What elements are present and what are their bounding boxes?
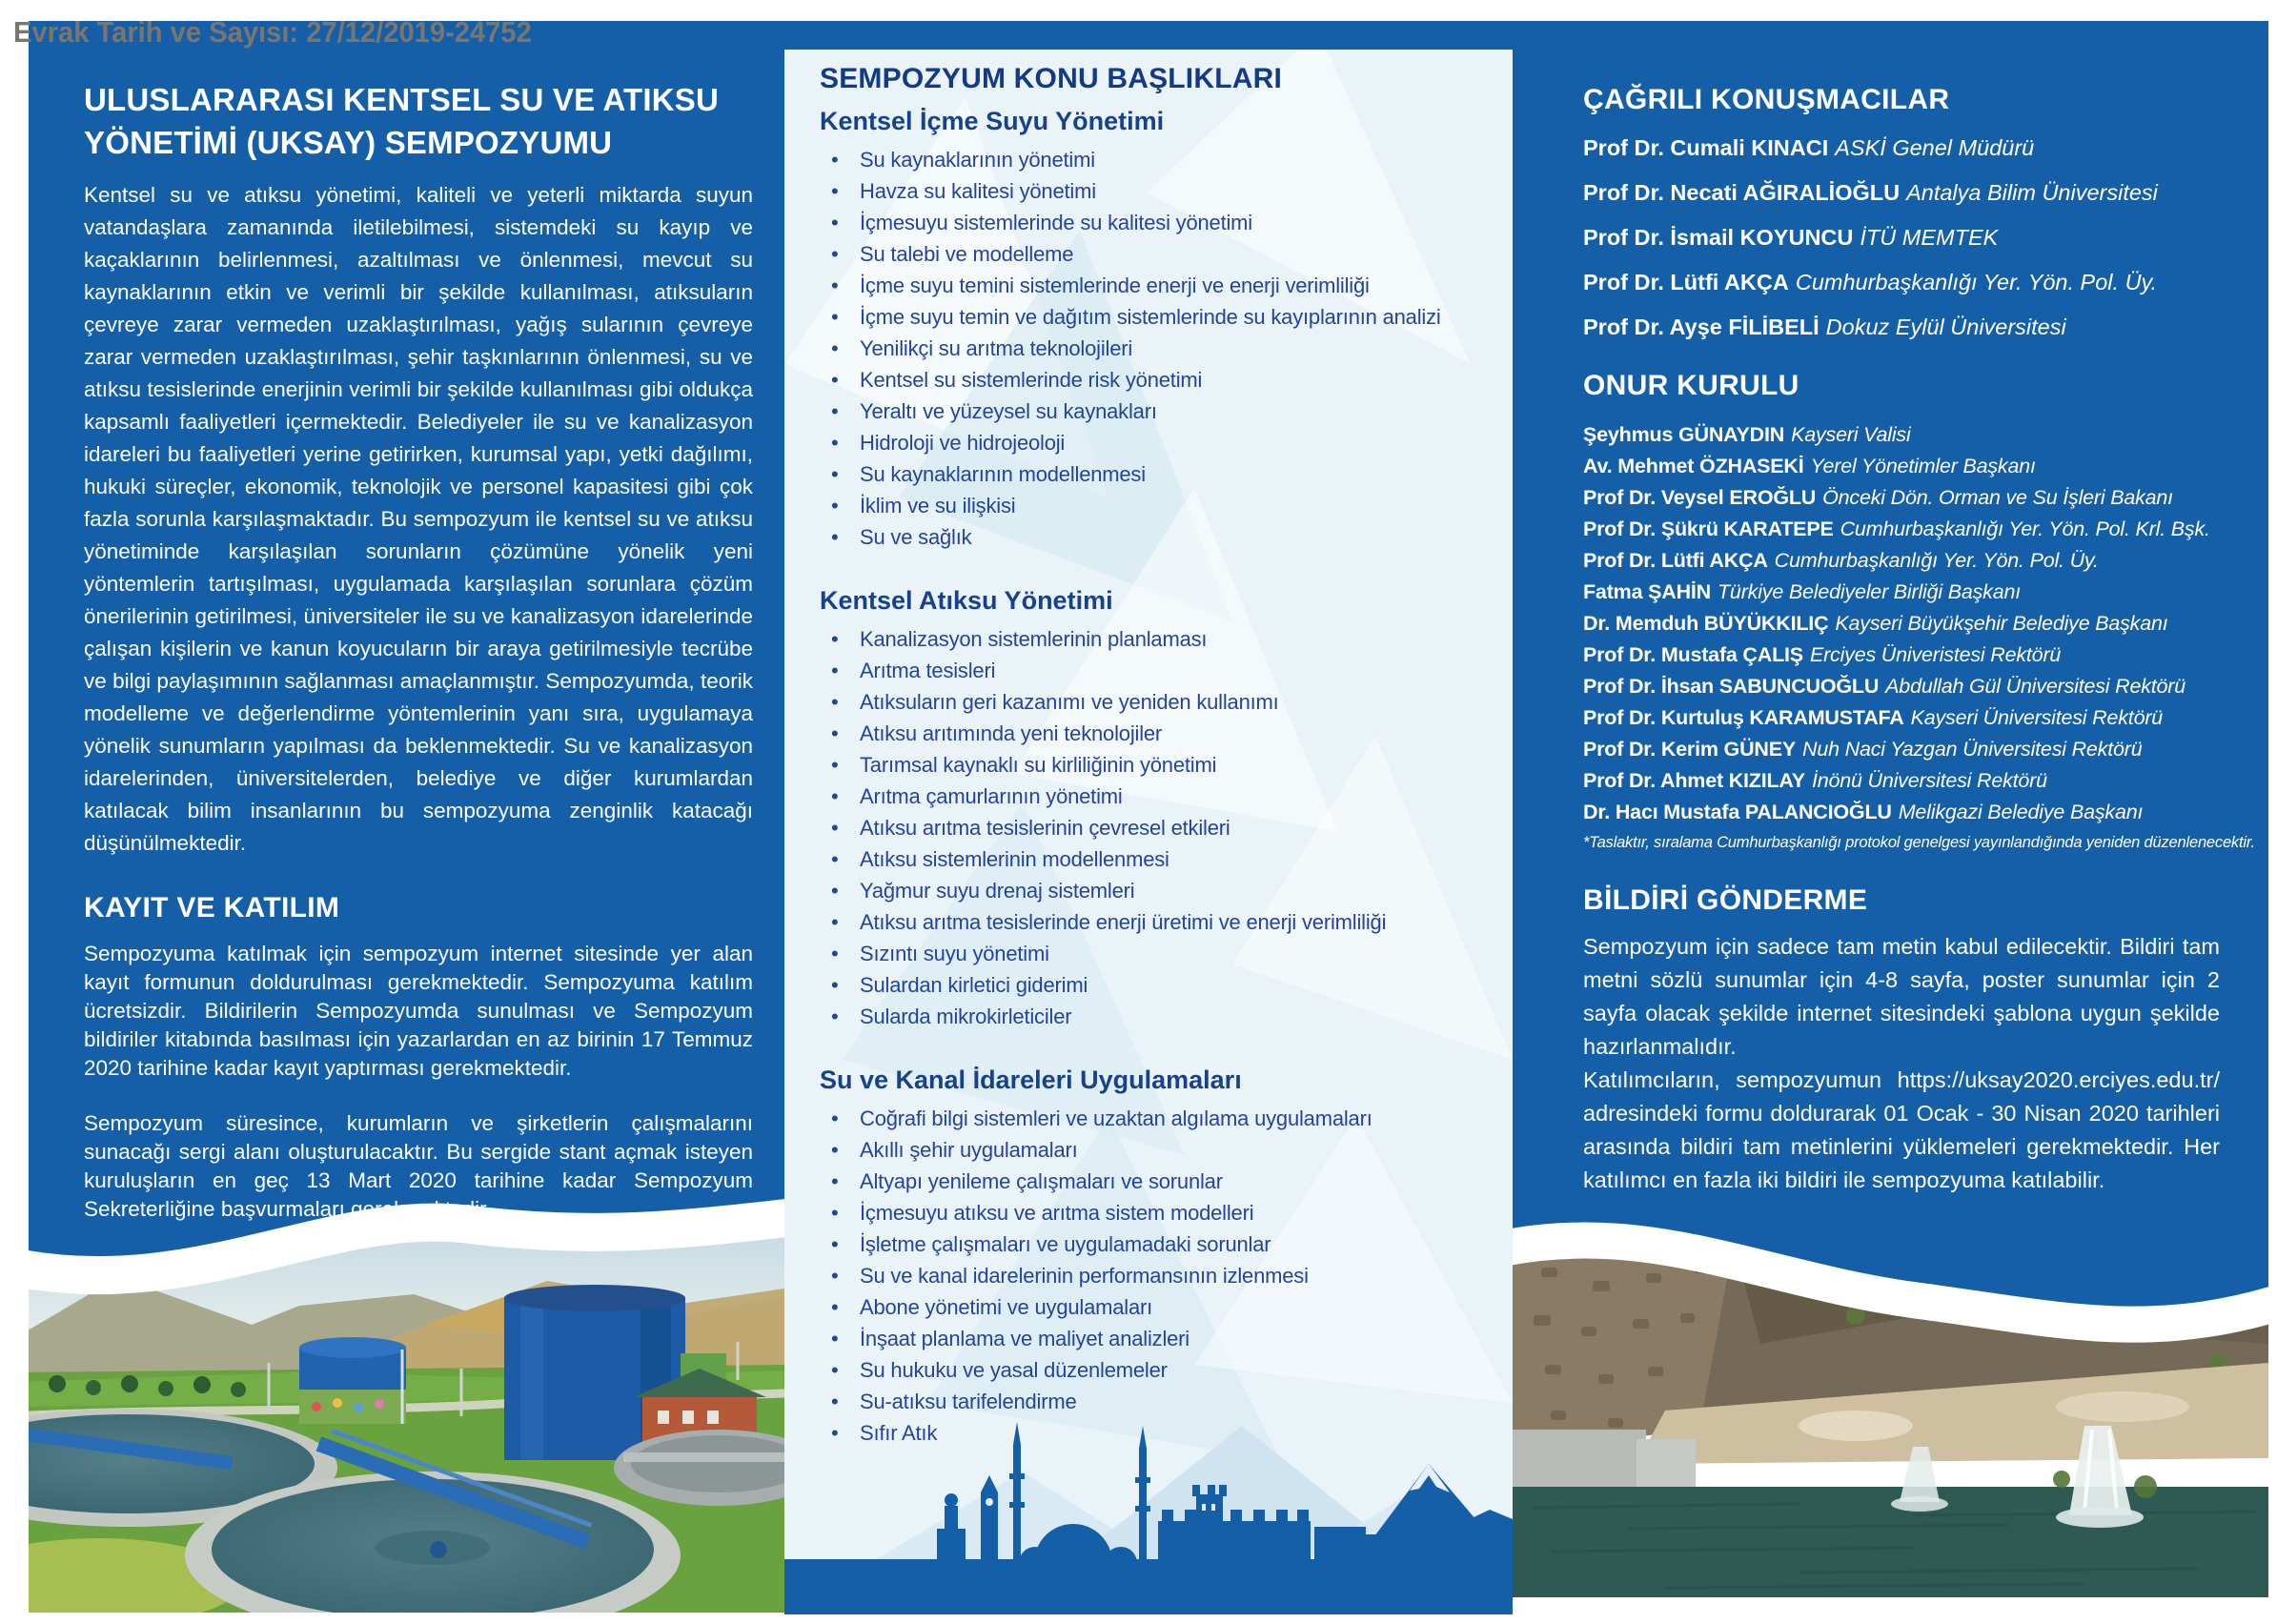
topic-list-drinking-water (820, 146, 1477, 552)
honor-name: Prof Dr. Ahmet KIZILAY (1583, 769, 1805, 792)
honor-name: Dr. Memduh BÜYÜKKILIÇ (1583, 612, 1829, 635)
speaker-affiliation: Dokuz Eylül Üniversitesi (1825, 315, 2066, 339)
speaker-affiliation: ASKİ Genel Müdürü (1835, 135, 2035, 160)
topic-item: • Altyapı yenileme çalışmaları ve sorunlar (820, 1167, 1477, 1196)
honor-item (1583, 671, 2220, 702)
topic-item: • İçmesuyu atıksu ve arıtma sistem modelleri (820, 1199, 1477, 1228)
topic-item: • Sıfır Atık (820, 1419, 1477, 1448)
topic-item: • Akıllı şehir uygulamaları (820, 1136, 1477, 1165)
honor-name: Dr. Hacı Mustafa PALANCIOĞLU (1583, 801, 1892, 823)
submission-paragraph-2: Katılımcıların, sempozyumun https://uksay2020.erciyes.edu.tr/ adresindeki formu doldurarak 01 Ocak - 30 Nisan 2020 tarihleri arasında bildiri tam metinlerini yüklemeleri gerekmektedir. Her katılımcı en fazla iki bildiri ile sempozyuma katılabilir. (1583, 1067, 2220, 1192)
topic-item: • Su kaynaklarının modellenmesi (820, 460, 1477, 489)
honor-affiliation: Nuh Naci Yazgan Üniversitesi Rektörü (1802, 738, 2143, 761)
topic-item: • Su ve sağlık (820, 523, 1477, 552)
topic-item: • Su kaynaklarının yönetimi (820, 146, 1477, 174)
topic-item: • Su-atıksu tarifelendirme (820, 1388, 1477, 1416)
topic-item: • Tarımsal kaynaklı su kirliliğinin yönetimi (820, 751, 1477, 780)
honor-name: Prof Dr. Lütfi AKÇA (1583, 549, 1768, 572)
topic-item: • Yağmur suyu drenaj sistemleri (820, 877, 1477, 905)
honor-item (1583, 545, 2220, 577)
middle-panel-content (820, 63, 1477, 1451)
honor-item (1583, 451, 2220, 482)
honor-name: Fatma ŞAHİN (1583, 580, 1711, 603)
left-panel-content (84, 78, 753, 1250)
registration-paragraph-2: Sempozyum süresince, kurumların ve şirketlerin çalışmalarını sunacağı sergi alanı oluşturulacaktır. Bu sergide stant açmak isteyen kuruluşların en geç 13 Mart 2020 tarihine kadar Sempozyum Sekreterliğine başvurmaları gerekmektedir. (84, 1111, 753, 1221)
right-panel (1513, 21, 2268, 1597)
honor-name: Şeyhmus GÜNAYDIN (1583, 423, 1785, 446)
speaker-item (1583, 268, 2220, 296)
topic-item: • Arıtma çamurlarının yönetimi (820, 782, 1477, 811)
concrete-structure-2 (1637, 1439, 1696, 1492)
speaker-name: Prof Dr. Necati AĞIRALİOĞLU (1583, 180, 1901, 205)
speaker-name: Prof Dr. Lütfi AKÇA (1583, 270, 1789, 294)
honor-item (1583, 765, 2220, 797)
honor-name: Prof Dr. Mustafa ÇALIŞ (1583, 643, 1803, 666)
topic-item: • Atıksu arıtma tesislerinde enerji üretimi ve enerji verimliliği (820, 908, 1477, 937)
middle-panel (784, 21, 1513, 1614)
speaker-item (1583, 223, 2220, 252)
right-panel-content (1583, 84, 2255, 1197)
topic-item: • İşletme çalışmaları ve uygulamadaki sorunlar (820, 1230, 1477, 1259)
honor-name: Av. Mehmet ÖZHASEKİ (1583, 455, 1804, 477)
moss-by-fall-2 (2053, 1471, 2070, 1488)
speaker-affiliation: İTÜ MEMTEK (1860, 225, 1999, 250)
honor-affiliation: Erciyes Üniveristesi Rektörü (1809, 643, 2062, 666)
honor-affiliation: Abdullah Gül Üniversitesi Rektörü (1885, 675, 2186, 698)
speaker-name: Prof Dr. Ayşe FİLİBELİ (1583, 315, 1820, 339)
honor-item (1583, 639, 2220, 671)
honor-item (1583, 702, 2220, 734)
topic-item: • Atıksu arıtımında yeni teknolojiler (820, 720, 1477, 748)
speaker-item (1583, 313, 2220, 341)
speaker-affiliation: Cumhurbaşkanlığı Yer. Yön. Pol. Üy. (1795, 270, 2158, 294)
topic-item: • Sızıntı suyu yönetimi (820, 940, 1477, 968)
skyline-base-band (784, 1559, 1513, 1614)
symposium-title: ULUSLARARASI KENTSEL SU VE ATIKSU YÖNETİMİ (UKSAY) SEMPOZYUMU (84, 82, 720, 160)
honor-heading: ONUR KURULU (1583, 370, 1799, 401)
topic-item: • İçme suyu temin ve dağıtım sistemlerinde su kayıplarının analizi (820, 303, 1477, 332)
topic-item: • Sulardan kirletici giderimi (820, 971, 1477, 1000)
honor-affiliation: Cumhurbaşkanlığı Yer. Yön. Pol. Krl. Bşk. (1840, 518, 2210, 540)
honor-affiliation: Yerel Yönetimler Başkanı (1810, 455, 2036, 477)
speaker-affiliation: Antalya Bilim Üniversitesi (1906, 180, 2158, 205)
wave-divider-right (1513, 1201, 2268, 1363)
honor-name: Prof Dr. İhsan SABUNCUOĞLU (1583, 675, 1880, 698)
mural-water-tank (299, 1337, 406, 1424)
speaker-item (1583, 178, 2220, 207)
speakers-list (1583, 133, 2220, 341)
topic-item: • Yenilikçi su arıtma teknolojileri (820, 335, 1477, 363)
topic-item: • Arıtma tesisleri (820, 657, 1477, 685)
topic-item: • Su talebi ve modelleme (820, 240, 1477, 269)
honor-affiliation: Kayseri Büyükşehir Belediye Başkanı (1835, 612, 2168, 635)
honor-affiliation: İnönü Üniversitesi Rektörü (1811, 769, 2047, 792)
honor-affiliation: Kayseri Üniversitesi Rektörü (1910, 706, 2164, 729)
speaker-item (1583, 133, 2220, 162)
submission-heading: BİLDİRİ GÖNDERME (1583, 884, 1868, 916)
honor-affiliation: Önceki Dön. Orman ve Su İşleri Bakanı (1822, 486, 2173, 509)
honor-affiliation: Cumhurbaşkanlığı Yer. Yön. Pol. Üy. (1774, 549, 2099, 572)
honor-name: Prof Dr. Kerim GÜNEY (1583, 738, 1796, 761)
topic-item: • Abone yönetimi ve uygulamaları (820, 1293, 1477, 1322)
speakers-heading: ÇAĞRILI KONUŞMACILAR (1583, 84, 1950, 115)
topic-section-heading-drinking-water: Kentsel İçme Suyu Yönetimi (820, 107, 1165, 135)
topic-item: • Kentsel su sistemlerinde risk yönetimi (820, 366, 1477, 395)
registration-heading: KAYIT VE KATILIM (84, 892, 340, 924)
honor-footnote: *Taslaktır, sıralama Cumhurbaşkanlığı protokol genelgesi yayınlandığında yeniden düzenlenecektir. (1583, 834, 2255, 851)
concrete-structure (1513, 1430, 1646, 1496)
water (1513, 1487, 2268, 1597)
topic-item: • Havza su kalitesi yönetimi (820, 177, 1477, 206)
honor-item (1583, 734, 2220, 765)
honor-name: Prof Dr. Veysel EROĞLU (1583, 486, 1817, 509)
speaker-name: Prof Dr. Cumali KINACI (1583, 135, 1829, 160)
topic-item: • Coğrafi bilgi sistemleri ve uzaktan algılama uygulamaları (820, 1105, 1477, 1133)
topic-list-wastewater (820, 625, 1477, 1031)
honor-affiliation: Türkiye Belediyeler Birliği Başkanı (1718, 580, 2022, 603)
topic-item: • İçmesuyu sistemlerinde su kalitesi yönetimi (820, 209, 1477, 237)
topics-title: SEMPOZYUM KONU BAŞLIKLARI (820, 63, 1282, 94)
left-panel (29, 21, 784, 1613)
honor-item (1583, 482, 2220, 514)
honor-item (1583, 797, 2220, 828)
topic-section-heading-utility-practices: Su ve Kanal İdareleri Uygulamaları (820, 1066, 1242, 1094)
speaker-name: Prof Dr. İsmail KOYUNCU (1583, 225, 1854, 250)
honor-item (1583, 608, 2220, 639)
honor-item (1583, 577, 2220, 608)
moss-by-fall (2134, 1475, 2157, 1498)
topic-item: • Atıksu arıtma tesislerinin çevresel etkileri (820, 814, 1477, 842)
honor-list (1583, 419, 2220, 828)
topic-item: • Su ve kanal idarelerinin performansının izlenmesi (820, 1262, 1477, 1290)
topic-item: • Sularda mikrokirleticiler (820, 1003, 1477, 1031)
registration-paragraph-1: Sempozyuma katılmak için sempozyum internet sitesinde yer alan kayıt formunun doldurulması gerekmektedir. Sempozyuma katılım ücretsizdir. Bildirilerin Sempozyumda sunulması ve Sempozyum bildiriler kitabında basılması için yazarlardan en az birinin 17 Temmuz 2020 tarihine kadar kayıt yaptırması gerekmektedir. (84, 942, 753, 1080)
topic-section-heading-wastewater: Kentsel Atıksu Yönetimi (820, 586, 1113, 615)
topic-item: • İçme suyu temini sistemlerinde enerji ve enerji verimliliği (820, 272, 1477, 300)
honor-affiliation: Kayseri Valisi (1791, 423, 1911, 446)
topic-item: • İnşaat planlama ve maliyet analizleri (820, 1325, 1477, 1353)
honor-affiliation: Melikgazi Belediye Başkanı (1898, 801, 2144, 823)
topic-item: • Hidroloji ve hidrojeoloji (820, 429, 1477, 457)
topic-item: • Su hukuku ve yasal düzenlemeler (820, 1356, 1477, 1385)
limestone-highlight-2 (2056, 1391, 2189, 1422)
honor-item (1583, 514, 2220, 545)
honor-name: Prof Dr. Kurtuluş KARAMUSTAFA (1583, 706, 1904, 729)
topic-item: • Yeraltı ve yüzeysel su kaynakları (820, 397, 1477, 426)
honor-name: Prof Dr. Şükrü KARATEPE (1583, 518, 1834, 540)
topic-item: • Atıksu sistemlerinin modellenmesi (820, 845, 1477, 874)
topic-item: • Kanalizasyon sistemlerinin planlaması (820, 625, 1477, 654)
limestone-highlight (1799, 1411, 1913, 1441)
document-stamp: Evrak Tarih ve Sayısı: 27/12/2019-24752 (13, 15, 532, 49)
topic-list-utility-practices (820, 1105, 1477, 1448)
topic-item: • İklim ve su ilişkisi (820, 492, 1477, 520)
symposium-intro: Kentsel su ve atıksu yönetimi, kaliteli ve yeterli miktarda suyun vatandaşlara zamanında iletilebilmesi, sistemdeki su kayıp ve kaçaklarının belirlenmesi, azaltılması ve önlenmesi, mevcut su kaynaklarının etkin ve verimli bir şekilde kullanılması, atıksuların çevreye zarar vermeden uzaklaştırılması, yağış sularının çevreye zarar vermeden uzaklaştırılması, şehir taşkınlarının önlenmesi, su ve atıksu tesislerinde enerjinin verimli bir şekilde kullanılması gibi oldukça kapsamlı faaliyetleri içermektedir. Belediyeler ile su ve kanalizasyon idareleri bu faaliyetleri yerine getirirken, kurumsal yapı, yetki dağılımı, hukuki süreçler, ekonomik, teknolojik ve personel kapasitesi gibi çok fazla sorunla karşılaşmaktadır. Bu sempozyum ile kentsel su ve atıksu yönetiminde karşılaşılan sorunların çözümüne yönelik yeni yöntemlerin tartışılması, uygulamada karşılaşılan sorunlara çözüm önerilerinin getirilmesi, üniversiteler ile su ve kanalizasyon idarelerinde çalışan kişilerin ve kanun koyucuların bir araya getirilmesiyle tecrübe ve bilgi paylaşımının sağlanması amaçlanmıştır. Sempozyumda, teorik modelleme ve değerlendirme yöntemlerinin yanı sıra, uygulamaya yönelik sunumların yapılması da beklenmektedir. Su ve kanalizasyon idarelerinden, üniversitelerden, belediye ve diğer kurumlardan katılacak bilim insanlarının bu sempozyuma zenginlik katacağı düşünülmektedir. (84, 183, 753, 855)
topic-item: • Atıksuların geri kazanımı ve yeniden kullanımı (820, 688, 1477, 717)
honor-item (1583, 419, 2220, 451)
submission-paragraph-1: Sempozyum için sadece tam metin kabul edilecektir. Bildiri tam metni sözlü sunumlar için 4-8 sayfa, poster sunumlar için 2 sayfa olacak şekilde internet sitesindeki şablona uygun şekilde hazırlanmalıdır. (1583, 934, 2220, 1059)
